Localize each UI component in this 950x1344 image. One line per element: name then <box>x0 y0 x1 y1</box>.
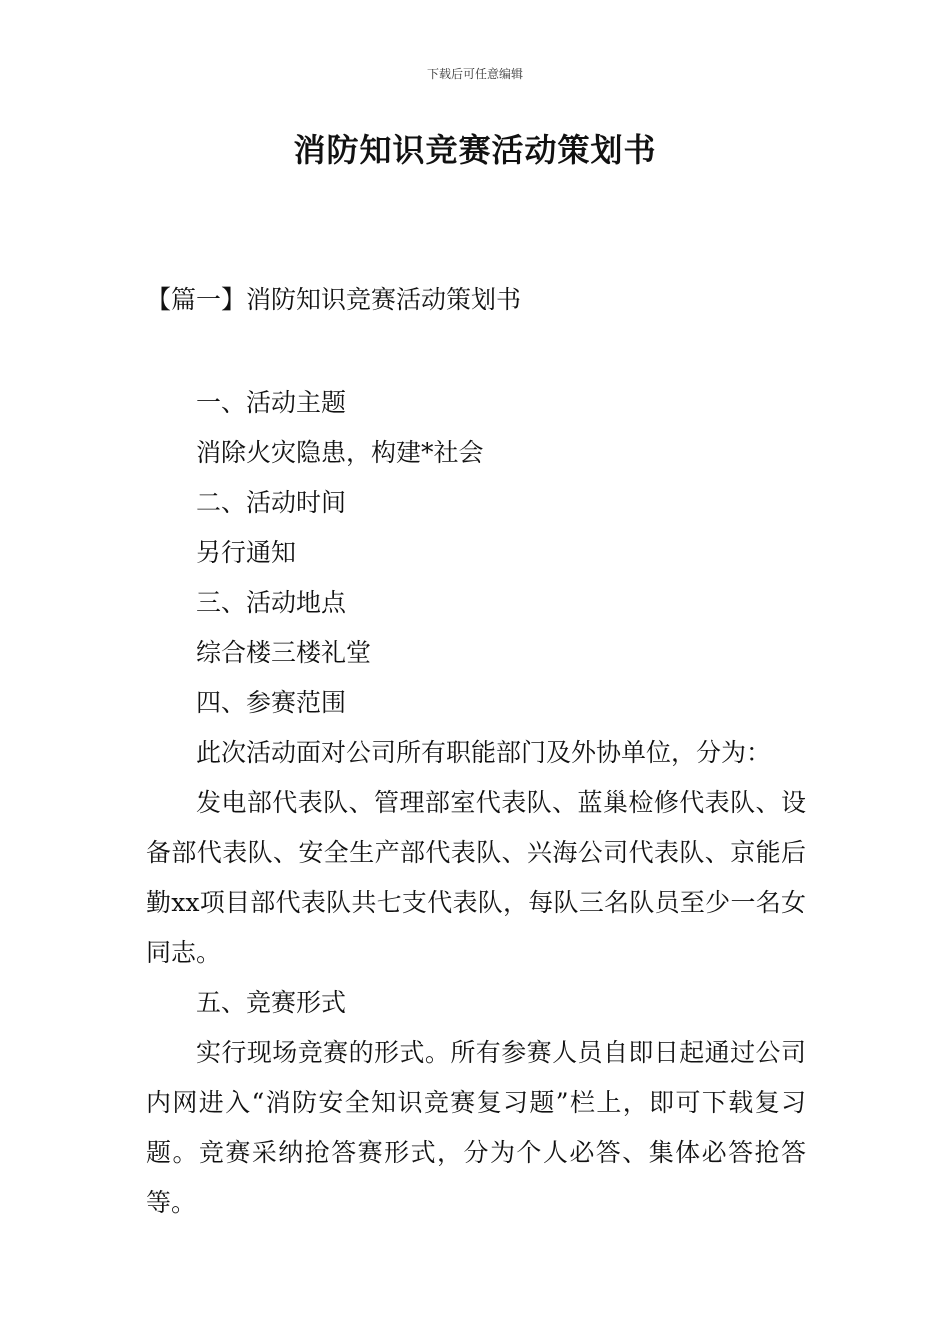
document-body <box>146 378 806 1228</box>
section-heading: 【篇一】消防知识竞赛活动策划书 <box>146 285 522 314</box>
paragraph-activity-theme: 消除火灾隐患，构建*社会 <box>196 438 484 467</box>
header-note: 下载后可任意编辑 <box>426 67 523 81</box>
paragraph-participation-scope: 此次活动面对公司所有职能部门及外协单位，分为： <box>196 738 772 767</box>
paragraph-activity-time: 另行通知 <box>196 538 297 567</box>
paragraph-competition-format: 实行现场竞赛的形式。所有参赛人员自即日起通过公司内网进入“消防安全知识竞赛复习题”栏上，即可下载复习题。竞赛采纳抢答赛形式，分为个人必答、集体必答抢答等。 <box>146 1038 806 1217</box>
heading-activity-time: 二、活动时间 <box>196 488 347 517</box>
heading-participation-scope: 四、参赛范围 <box>196 688 347 717</box>
paragraph-activity-location: 综合楼三楼礼堂 <box>196 638 372 667</box>
heading-activity-location: 三、活动地点 <box>196 588 347 617</box>
document-title: 消防知识竞赛活动策划书 <box>293 131 657 169</box>
paragraph-team-list: 发电部代表队、管理部室代表队、蓝巢检修代表队、设备部代表队、安全生产部代表队、兴海公司代表队、京能后勤xx项目部代表队共七支代表队，每队三名队员至少一名女同志。 <box>146 788 806 967</box>
heading-activity-theme: 一、活动主题 <box>196 388 347 417</box>
heading-competition-format: 五、竞赛形式 <box>196 988 347 1017</box>
